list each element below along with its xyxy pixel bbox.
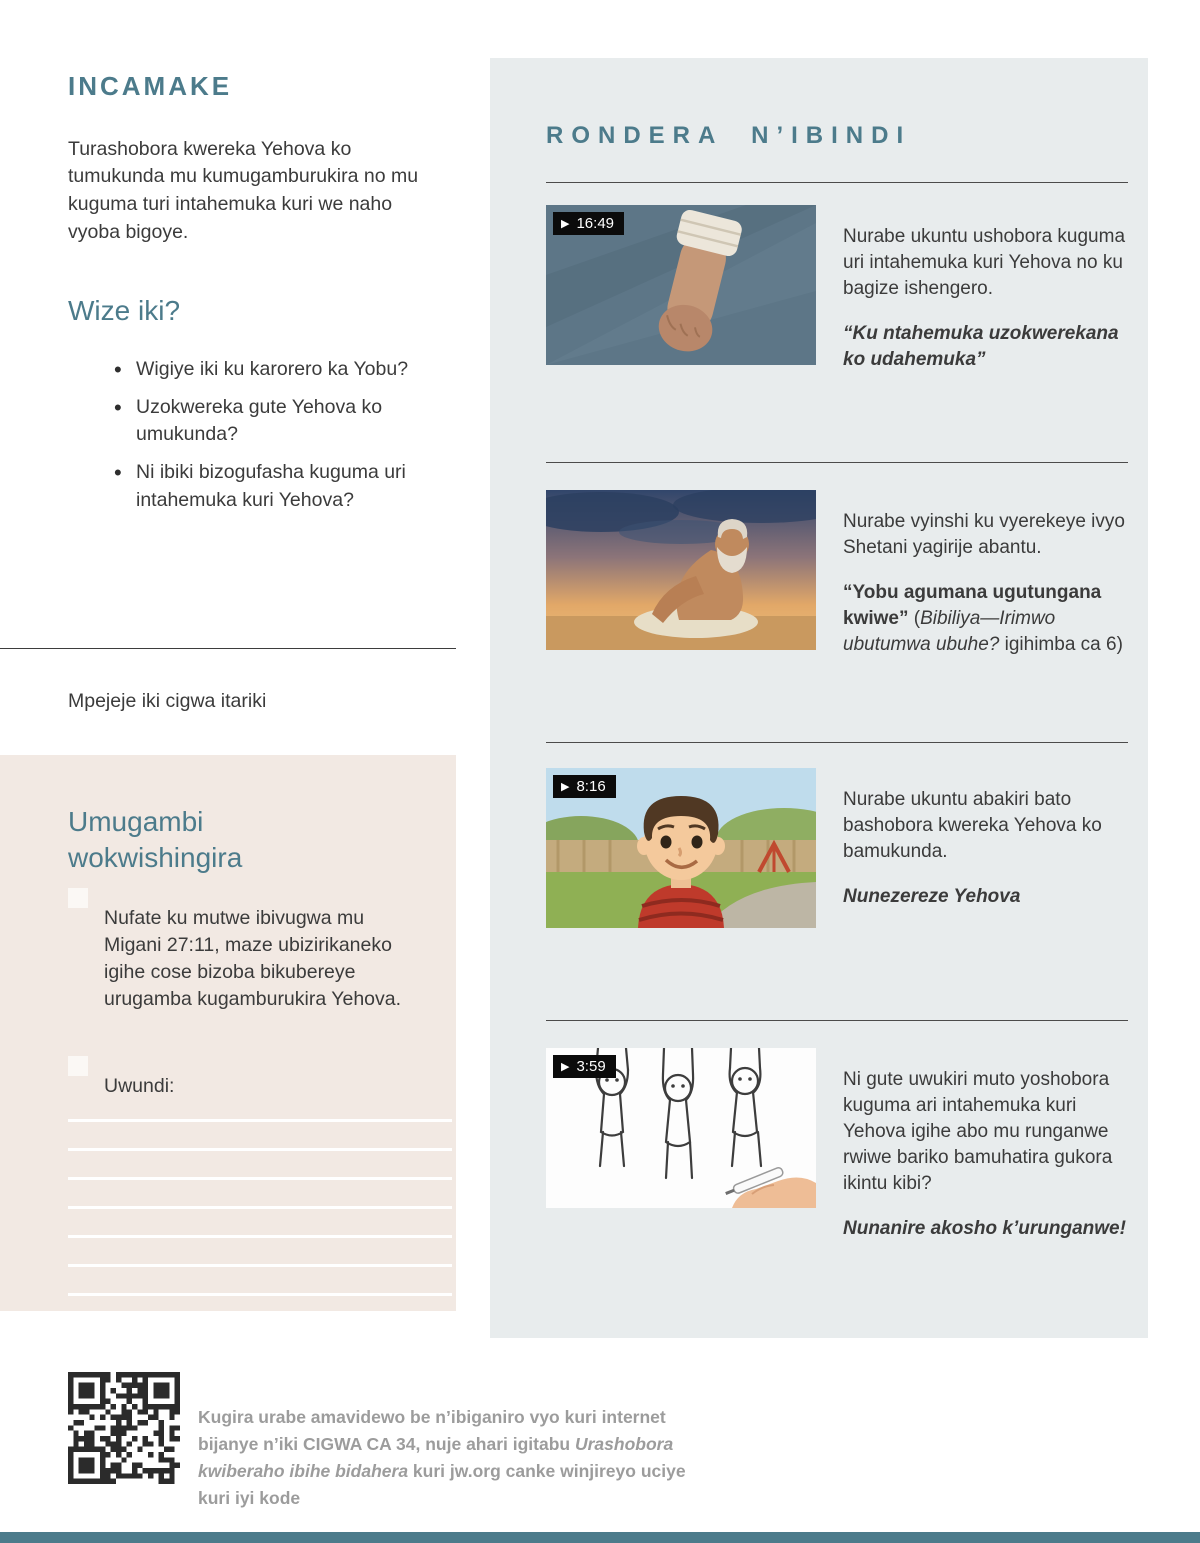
blank-writing-line bbox=[68, 1177, 452, 1180]
blank-writing-line bbox=[68, 1119, 452, 1122]
play-icon: ▶ bbox=[561, 217, 570, 230]
resource-reference bbox=[843, 580, 1129, 658]
item-rule bbox=[546, 182, 1128, 183]
goal-checkbox[interactable] bbox=[68, 888, 88, 908]
resource-text bbox=[843, 490, 1129, 677]
summary-text: Turashobora kwereka Yehova ko tumukunda mu kumugamburukira no mu kuguma turi intahemuka kuri we naho vyoba bigoye. bbox=[68, 137, 419, 243]
resource-item bbox=[546, 205, 1128, 465]
duration-badge bbox=[553, 1055, 616, 1078]
goal-panel bbox=[0, 755, 456, 1311]
questions-list bbox=[68, 356, 480, 525]
goal-item bbox=[68, 885, 432, 1033]
duration-badge bbox=[553, 212, 624, 235]
reference-quote: “Yobu agumana ugutungana kwiwe” bbox=[843, 582, 1102, 630]
reference-publication: Bibiliya—Irimwo ubutumwa ubuhe? bbox=[843, 608, 1056, 656]
resource-title: Nunanire akosho k’urunganwe! bbox=[843, 1218, 1126, 1240]
resource-description: Nurabe ukuntu ushobora kuguma uri intahemuka kuri Yehova no ku bagize ishengero. bbox=[843, 226, 1126, 300]
question-text: Uzokwereka gute Yehova ko umukunda? bbox=[136, 395, 383, 446]
blank-writing-line bbox=[68, 1206, 452, 1209]
blank-writing-line bbox=[68, 1235, 452, 1238]
resource-description: Nurabe vyinshi ku vyerekeye ivyo Shetani yagirije abantu. bbox=[843, 511, 1125, 559]
explore-panel bbox=[490, 58, 1148, 1338]
goal-item-text: Nufate ku mutwe ibivugwa mu Migani 27:11, maze ubizirikaneko igihe cose bizoba bikubereye urugamba kugamburukira Yehova. bbox=[104, 906, 402, 1011]
resource-title: Nunezereze Yehova bbox=[843, 886, 1021, 908]
blank-writing-line bbox=[68, 1264, 452, 1267]
footer-publication-title: Urashobora kwiberaho ibihe bidahera bbox=[198, 1433, 674, 1481]
resource-item bbox=[546, 1048, 1128, 1308]
video-thumbnail-whiteboard[interactable] bbox=[546, 1048, 816, 1208]
duration-text: 8:16 bbox=[576, 778, 606, 795]
play-icon: ▶ bbox=[561, 1060, 570, 1073]
duration-text: 16:49 bbox=[576, 215, 615, 232]
footer-text bbox=[198, 1404, 690, 1513]
learned-title: Wize iki? bbox=[68, 295, 181, 327]
video-thumbnail-bandaged-arm[interactable] bbox=[546, 205, 816, 365]
play-icon: ▶ bbox=[561, 780, 570, 793]
resource-item bbox=[546, 490, 1128, 750]
video-thumbnail-cartoon-boy[interactable] bbox=[546, 768, 816, 928]
reference-open: ( bbox=[908, 608, 921, 630]
bottom-accent-bar bbox=[0, 1532, 1200, 1543]
qr-code bbox=[68, 1372, 180, 1484]
writing-lines bbox=[68, 1093, 452, 1296]
reference-chapter: igihimba ca 6) bbox=[999, 634, 1123, 656]
question-item bbox=[108, 356, 480, 383]
goal-title: Umugambi wokwishingira bbox=[68, 806, 243, 874]
question-text: Ni ibiki bizogufasha kuguma uri intahemuka kuri Yehova? bbox=[136, 461, 406, 511]
job-illustration-thumbnail[interactable] bbox=[546, 490, 816, 650]
resource-description: Ni gute uwukiri muto yoshobora kuguma ari intahemuka kuri Yehova igihe abo mu runganwe rwiwe bariko bamuhatira gukora ikintu kibi? bbox=[843, 1069, 1113, 1195]
resource-description: Nurabe ukuntu abakiri bato bashobora kwereka Yehova ko bamukunda. bbox=[843, 789, 1102, 863]
blank-writing-line bbox=[68, 1148, 452, 1151]
resource-text bbox=[843, 768, 1129, 929]
resource-text bbox=[843, 205, 1129, 392]
blank-writing-line bbox=[68, 1293, 452, 1296]
job-sunset-illustration bbox=[546, 490, 816, 650]
explore-title: RONDERA N’IBINDI bbox=[546, 121, 912, 149]
duration-badge bbox=[553, 775, 616, 798]
footer-text-before: Kugira urabe amavidewo be n’ibiganiro vyo kuri internet bijanye n’iki CIGWA CA 34, nuje ahari igitabu bbox=[198, 1406, 666, 1454]
footer-text-after: kuri jw.org canke winjireyo uciye kuri iyi kode bbox=[198, 1460, 686, 1508]
section-divider bbox=[0, 648, 456, 649]
date-line: Mpejeje iki cigwa itariki bbox=[68, 689, 267, 712]
summary-title: INCAMAKE bbox=[68, 71, 233, 102]
goal-item-text: Uwundi: bbox=[104, 1074, 175, 1097]
question-item bbox=[108, 459, 480, 514]
duration-text: 3:59 bbox=[576, 1058, 606, 1075]
resource-title: “Ku ntahemuka uzokwerekana ko udahemuka” bbox=[843, 323, 1119, 371]
resource-text bbox=[843, 1048, 1129, 1261]
question-item bbox=[108, 394, 480, 449]
goal-checkbox[interactable] bbox=[68, 1056, 88, 1076]
resource-item bbox=[546, 768, 1128, 1028]
question-text: Wigiye iki ku karorero ka Yobu? bbox=[136, 357, 409, 380]
